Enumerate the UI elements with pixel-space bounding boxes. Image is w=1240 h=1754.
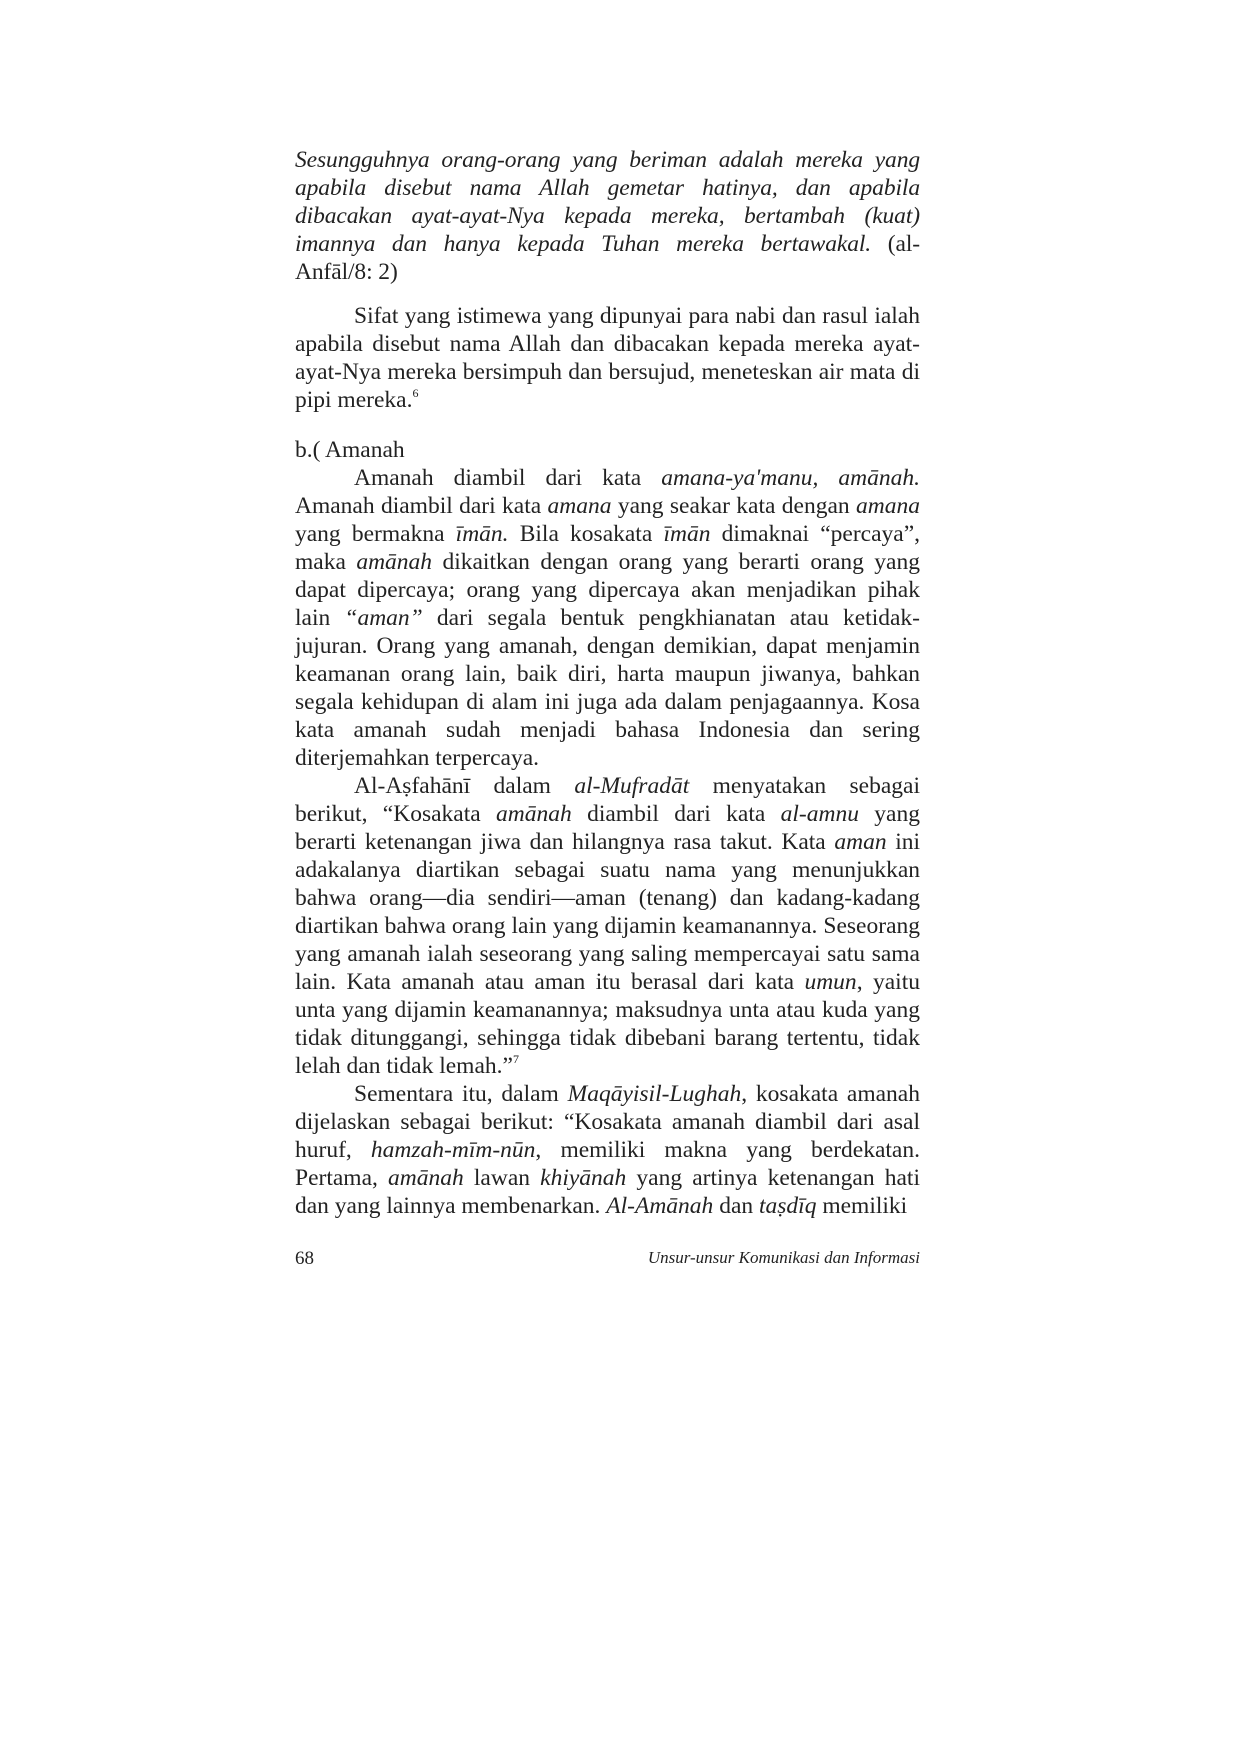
italic-term: amānah [496,801,572,827]
page-body [295,146,920,1220]
text-run: Sementara itu, dalam [354,1081,568,1107]
paragraph-asfahani [295,772,920,1080]
text-run: memiliki [816,1193,908,1219]
italic-term: īmān [663,521,711,547]
italic-term: amana-ya'manu, amānah. [661,465,920,491]
paragraph-sifat [295,302,920,414]
text-run: yang seakar kata dengan [611,493,857,519]
quote-text: Sesungguhnya orang-orang yang beriman adalah mereka yang apabila disebut nama Allah gemetar hatinya, dan apabila dibacakan ayat-ayat-Nya kepada mereka, bertambah (kuat) imannya dan hanya kepada Tuhan mereka bertawakal. [295,147,920,257]
paragraph-amanah [295,464,920,772]
text-run: lawan [463,1165,541,1191]
italic-term: hamzah-mīm-nūn [370,1137,536,1163]
text-run: , kosakata amanah dijelaskan sebagai berikut: “Kosakata amanah diambil dari asal huruf, [295,1081,920,1163]
footnote-marker: 7 [512,1052,519,1066]
italic-term: amana [547,493,612,519]
text-run: yang artinya ketenangan hati dan yang lainnya membenarkan. [295,1165,920,1219]
paragraph-maqayis [295,1080,920,1220]
italic-term: aman [834,829,887,855]
text-run: , memiliki makna yang berdekatan. Pertama, [295,1137,920,1191]
italic-term: khiyānah [540,1165,627,1191]
italic-term: taṣdīq [759,1193,817,1219]
text-run: ini adakalanya diartikan sebagai suatu nama yang menunjukkan bahwa orang—dia sendiri—aman (tenang) dan kadang-kadang diartikan bahwa orang lain yang dijamin keamanannya. Seseorang yang amanah ialah seseorang yang saling mempercayai satu sama lain. Kata amanah atau aman itu berasal dari kata [295,829,920,995]
text-run: , yaitu unta yang dijamin keamanannya; maksudnya unta atau kuda yang tidak ditunggangi, sehingga tidak dibebani barang tertentu, tidak lelah dan tidak lemah.” [295,969,920,1079]
italic-term: Maqāyisil-Lughah [567,1081,742,1107]
text-run: dari segala bentuk pengkhianatan atau ketidak-jujuran. Orang yang amanah, dengan demikian, dapat menjamin keamanan orang lain, baik diri, harta maupun jiwanya, bahkan segala kehidupan di alam ini juga ada dalam penjagaannya. Kosa kata amanah sudah menjadi bahasa Indonesia dan sering diterjemahkan terpercaya. [295,605,920,771]
italic-term: amana [856,493,920,519]
italic-term: al-Mufradāt [574,773,690,799]
footnote-marker: 6 [412,386,419,400]
italic-term: amānah [388,1165,464,1191]
text-run: Amanah diambil dari kata [295,493,548,519]
italic-term: amānah [356,549,433,575]
running-title: Unsur-unsur Komunikasi dan Informasi [647,1248,920,1267]
paragraph-text: Sifat yang istimewa yang dipunyai para nabi dan rasul ialah apabila disebut nama Allah dan dibacakan kepada mereka ayat-ayat-Nya mereka bersimpuh dan bersujud, meneteskan air mata di pipi mereka. [295,303,920,413]
text-run: Amanah diambil dari kata [354,465,662,491]
text-run: diambil dari kata [571,801,781,827]
italic-term: al-amnu [780,801,859,827]
section-heading: b.( Amanah [295,437,405,463]
italic-term: īmān. [455,521,509,547]
text-run: dan [713,1193,759,1219]
text-run: menyatakan sebagai berikut, “Kosakata [295,773,920,827]
text-run: yang berarti ketenangan jiwa dan hilangnya rasa takut. Kata [295,801,920,855]
page-footer [295,1248,920,1276]
italic-term: “aman” [344,605,423,631]
quote-reference: (al-Anfāl/8: 2) [295,231,921,285]
italic-term: umun [804,969,857,995]
text-run: dimaknai “percaya”, maka [295,521,921,575]
text-run: Al-Aṣfahānī dalam [354,773,575,799]
text-run: Bila kosakata [508,521,664,547]
italic-term: Al-Amānah [606,1193,714,1219]
page-number: 68 [295,1248,314,1269]
text-run: yang bermakna [295,521,456,547]
text-run: dikaitkan dengan orang yang berarti orang yang dapat dipercaya; orang yang dipercaya akan menjadikan pihak lain [295,549,920,631]
quran-quote [295,146,920,286]
